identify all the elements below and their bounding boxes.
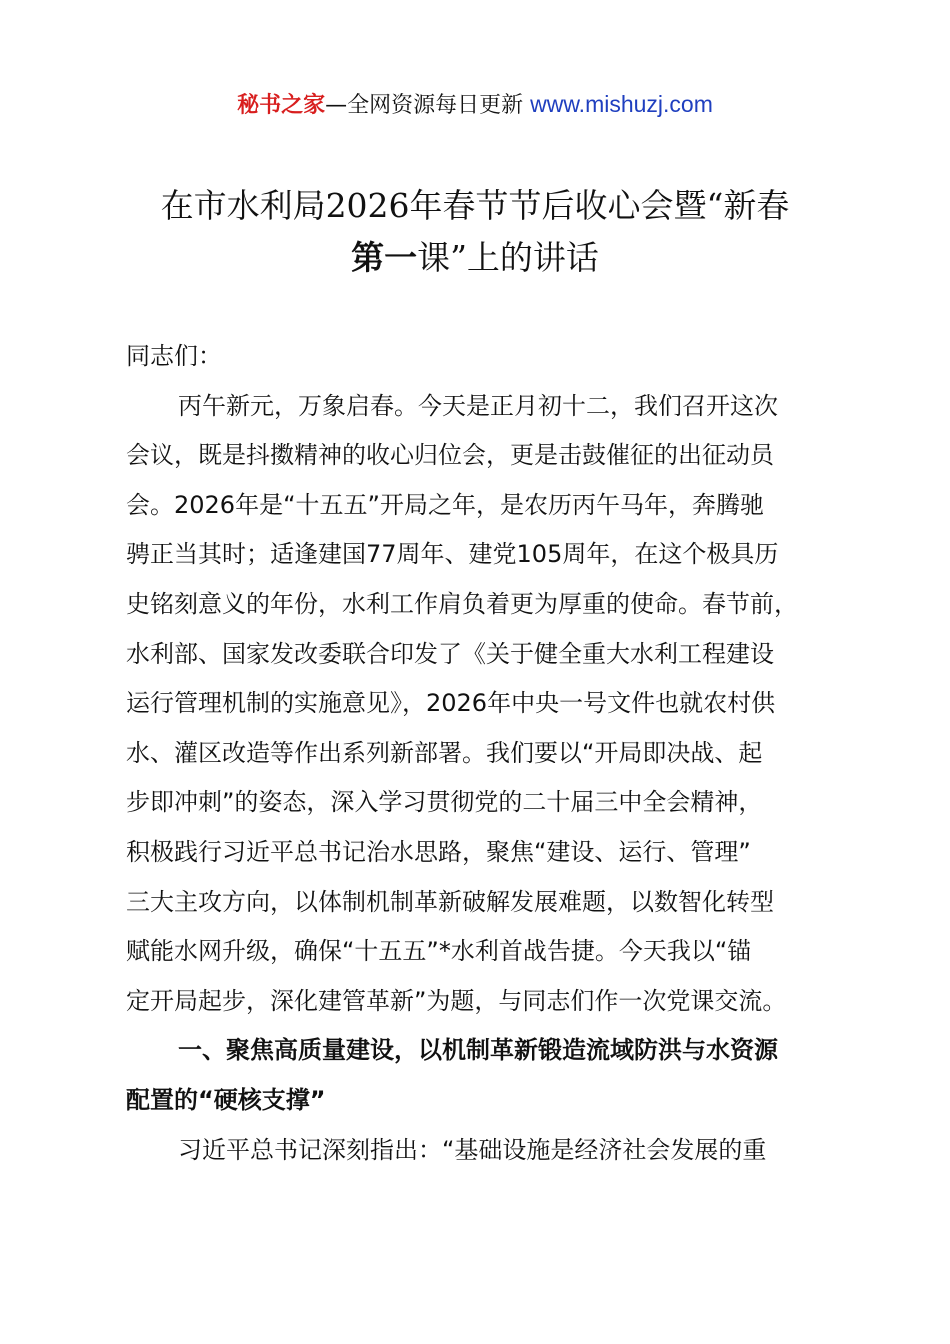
paragraph-line: 丙午新元，万象启春。今天是正月初十二，我们召开这次: [178, 391, 778, 420]
paragraph-line: 运行管理机制的实施意见》，2026年中央一号文件也就农村供: [126, 689, 776, 718]
section-heading-1: [126, 1026, 838, 1125]
banner-tagline: —全网资源每日更新: [325, 93, 531, 118]
paragraph-line: 定开局起步，深化建管革新”为题，与同志们作一次党课交流。: [126, 986, 787, 1015]
banner-brand: 秘书之家: [237, 93, 326, 118]
paragraph-line: 水利部、国家发改委联合印发了《关于健全重大水利工程建设: [126, 639, 774, 668]
paragraph-line: 赋能水网升级，确保“十五五”*水利首战告捷。今天我以“锚: [126, 937, 752, 966]
heading-line: 一、聚焦高质量建设，以机制革新锻造流域防洪与水资源: [178, 1036, 778, 1065]
paragraph-line: 步即冲刺”的姿态，深入学习贯彻党的二十届三中全会精神，: [126, 788, 763, 817]
paragraph-1: [126, 382, 838, 1027]
paragraph-line: 三大主攻方向，以体制机制革新破解发展难题，以数智化转型: [126, 887, 774, 916]
title-line-2-rest: 课”上的讲话: [417, 238, 599, 277]
title-line-2-bold: 第一: [351, 238, 418, 277]
paragraph-line: 会议，既是抖擞精神的收心归位会，更是击鼓催征的出征动员: [126, 441, 774, 470]
salutation-text: 同志们：: [126, 342, 222, 370]
paragraph-line: 史铭刻意义的年份，水利工作肩负着更为厚重的使命。春节前，: [126, 589, 798, 618]
salutation: [126, 332, 838, 382]
paragraph-line: 积极践行习近平总书记治水思路，聚焦“建设、运行、管理”: [126, 837, 751, 866]
paragraph-line: 水、灌区改造等作出系列新部署。我们要以“开局即决战、起: [126, 738, 763, 767]
site-banner: [0, 86, 950, 124]
paragraph-line: 骋正当其时；适逢建国77周年、建党105周年，在这个极具历: [126, 540, 779, 569]
paragraph-line: 习近平总书记深刻指出：“基础设施是经济社会发展的重: [178, 1135, 767, 1164]
document-body: [126, 332, 838, 1175]
paragraph-2: [126, 1126, 838, 1176]
banner-url-link[interactable]: www.mishuzj.com: [530, 91, 713, 117]
paragraph-line: 会。2026年是“十五五”开局之年，是农历丙午马年，奔腾驰: [126, 490, 764, 519]
title-line-2: [100, 232, 850, 284]
document-title: [100, 180, 850, 284]
title-line-1: 在市水利局2026年春节节后收心会暨“新春: [160, 186, 790, 225]
heading-line: 配置的“硬核支撑”: [126, 1085, 326, 1114]
